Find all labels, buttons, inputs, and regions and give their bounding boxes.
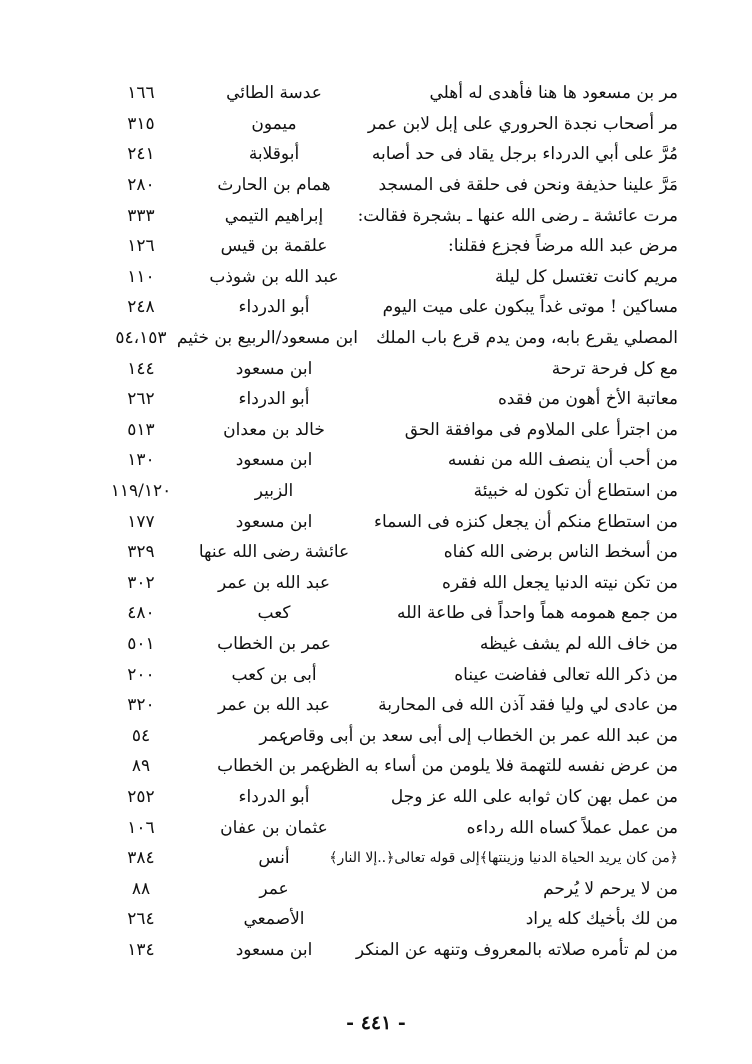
- page-reference: ٢٤١: [127, 144, 155, 165]
- table-row: [92, 873, 678, 904]
- saying-text: من أسخط الناس برضى الله كفاه: [443, 542, 678, 563]
- page-reference: ٣٣٣: [127, 205, 155, 226]
- page-reference: ١٦٦: [127, 83, 155, 104]
- narrator-name: عمر بن الخطاب: [217, 756, 331, 777]
- narrator-name: إبراهيم التيمي: [224, 205, 324, 226]
- saying-text: مَرَّ علينا حذيفة ونحن فى حلقة فى المسجد: [378, 175, 678, 196]
- page-reference: ١٠٦: [127, 817, 155, 838]
- page-reference: ٤٨٠: [127, 603, 155, 624]
- table-row: [92, 200, 678, 231]
- narrator-name: ابن مسعود: [235, 939, 313, 960]
- table-row: [92, 262, 678, 293]
- page-reference: ١١٩/١٢٠: [110, 481, 172, 502]
- table-row: [92, 537, 678, 568]
- page-reference: ٢٥٢: [127, 786, 155, 807]
- saying-text: معاتبة الأخ أهون من فقده: [497, 389, 678, 410]
- narrator-name: أبو الدرداء: [238, 389, 310, 410]
- narrator-name: همام بن الحارث: [217, 175, 331, 196]
- saying-text: من أحب أن ينصف الله من نفسه: [447, 450, 678, 471]
- saying-text: مر بن مسعود ها هنا فأهدى له أهلي: [429, 83, 678, 104]
- narrator-name: أبى بن كعب: [231, 664, 317, 685]
- narrator-name: ميمون: [251, 113, 297, 134]
- page-reference: ١١٠: [127, 266, 155, 287]
- narrator-name: عبد الله بن شوذب: [209, 266, 339, 287]
- table-row: [92, 629, 678, 660]
- narrator-name: عدسة الطائي: [226, 83, 322, 104]
- page-reference: ٥٤: [131, 725, 151, 746]
- narrator-name: أبو الدرداء: [238, 786, 310, 807]
- narrator-name: علقمة بن قيس: [220, 236, 328, 257]
- page-reference: ٣٨٤: [127, 848, 155, 869]
- page-reference: ٣١٥: [127, 113, 155, 134]
- saying-text: من عادى لي وليا فقد آذن الله فى المحاربة: [378, 695, 678, 716]
- saying-text: مرض عبد الله مرضاً فجزع فقلنا:: [447, 236, 678, 257]
- narrator-name: عمر: [259, 878, 289, 899]
- saying-text: من جمع همومه هماً واحداً فى طاعة الله: [396, 603, 678, 624]
- table-row: [92, 384, 678, 415]
- narrator-name: عثمان بن عفان: [220, 817, 328, 838]
- table-row: [92, 139, 678, 170]
- table-row: [92, 506, 678, 537]
- saying-text: مُرَّ على أبي الدرداء برجل يقاد فى حد أصابه: [371, 144, 678, 165]
- table-row: [92, 170, 678, 201]
- saying-text: من عمل عملاً كساه الله رداءه: [466, 817, 678, 838]
- saying-text: من لك بأخيك كله يراد: [525, 909, 678, 930]
- page-reference: ١٤٤: [127, 358, 155, 379]
- narrator-name: خالد بن معدان: [223, 419, 325, 440]
- page-reference: ١٧٧: [127, 511, 155, 532]
- page-reference: ٢٨٠: [127, 175, 155, 196]
- narrator-name: الأصمعي: [243, 909, 305, 930]
- table-row: [92, 843, 678, 874]
- narrator-name: أبو الدرداء: [238, 297, 310, 318]
- table-row: [92, 720, 678, 751]
- saying-text: من استطاع منكم أن يجعل كنزه فى السماء: [373, 511, 678, 532]
- saying-text: من ذكر الله تعالى ففاضت عيناه: [454, 664, 678, 685]
- table-row: [92, 812, 678, 843]
- page-reference: ٢٤٨: [127, 297, 155, 318]
- page-reference: ٥١٣: [127, 419, 155, 440]
- saying-text: من عبد الله عمر بن الخطاب إلى أبى سعد بن أبى وقاص: [282, 725, 678, 746]
- narrator-name: عمر بن الخطاب: [217, 633, 331, 654]
- saying-text: من خاف الله لم يشف غيظه: [479, 633, 678, 654]
- narrator-name: الزبير: [254, 481, 294, 502]
- saying-text: من تكن نيته الدنيا يجعل الله فقره: [442, 572, 678, 593]
- table-row: [92, 659, 678, 690]
- page-number: - ٤٤١ -: [346, 1012, 406, 1034]
- narrator-name: كعب: [257, 603, 291, 624]
- table-row: [92, 109, 678, 140]
- narrator-name: عبد الله بن عمر: [217, 695, 331, 716]
- saying-text: من عمل بهن كان ثوابه على الله عز وجل: [390, 786, 678, 807]
- saying-text: مر أصحاب نجدة الحروري على إبل لابن عمر: [367, 113, 678, 134]
- page-reference: ٢٠٠: [127, 664, 155, 685]
- table-row: [92, 568, 678, 599]
- page-reference: ٨٨: [131, 878, 151, 899]
- table-row: [92, 292, 678, 323]
- narrator-name: ابن مسعود: [235, 450, 313, 471]
- saying-text: من عرض نفسه للتهمة فلا يلومن من أساء به الظن: [322, 756, 678, 777]
- page-reference: ٣٢٠: [127, 695, 155, 716]
- table-row: [92, 690, 678, 721]
- table-row: [92, 935, 678, 966]
- narrator-name: ابن مسعود: [235, 358, 313, 379]
- table-row: [92, 231, 678, 262]
- saying-text: من اجترأ على الملاوم فى موافقة الحق: [404, 419, 678, 440]
- narrator-name: أبوقلابة: [248, 144, 300, 165]
- saying-text: من لم تأمره صلاته بالمعروف وتنهه عن المنكر: [355, 939, 678, 960]
- saying-text: من لا يرحم لا يُرحم: [543, 878, 678, 899]
- table-row: [92, 415, 678, 446]
- page-reference: ١٣٤: [127, 939, 155, 960]
- page-reference: ٥٠١: [127, 633, 155, 654]
- saying-text: ﴿من كان يريد الحياة الدنيا وزينتها﴾إلى قوله تعالى﴿..إلا النار﴾: [329, 850, 678, 867]
- table-row: [92, 904, 678, 935]
- table-row: [92, 445, 678, 476]
- sayings-index-table: [92, 78, 678, 965]
- narrator-name: ابن مسعود: [235, 511, 313, 532]
- table-row: [92, 323, 678, 354]
- saying-text: المصلي يقرع بابه، ومن يدم قرع باب الملك: [376, 328, 678, 349]
- page-reference: ٢٦٢: [127, 389, 155, 410]
- narrator-name: عبد الله بن عمر: [217, 572, 331, 593]
- page-reference: ١٣٠: [127, 450, 155, 471]
- saying-text: مريم كانت تغتسل كل ليلة: [495, 266, 678, 287]
- narrator-name: أنس: [258, 848, 290, 869]
- page-reference: ٨٩: [131, 756, 151, 777]
- narrator-name: عائشة رضى الله عنها: [198, 542, 350, 563]
- table-row: [92, 78, 678, 109]
- page-reference: ٣٢٩: [127, 542, 155, 563]
- table-row: [92, 476, 678, 507]
- saying-text: مرت عائشة ـ رضى الله عنها ـ بشجرة فقالت:: [357, 205, 678, 226]
- table-row: [92, 353, 678, 384]
- page-reference: ٢٦٤: [127, 909, 155, 930]
- narrator-name: عمر: [259, 725, 289, 746]
- table-row: [92, 782, 678, 813]
- page-reference: ٣٠٢: [127, 572, 155, 593]
- saying-text: من استطاع أن تكون له خبيئة: [473, 481, 678, 502]
- saying-text: مساكين ! موتى غداً يبكون على ميت اليوم: [382, 297, 678, 318]
- page-reference: ١٢٦: [127, 236, 155, 257]
- table-row: [92, 598, 678, 629]
- narrator-name: ابن مسعود/الربيع بن خثيم: [176, 328, 358, 349]
- page-reference: ٥٤،١٥٣: [115, 328, 167, 349]
- saying-text: مع كل فرحة ترحة: [551, 358, 678, 379]
- table-row: [92, 751, 678, 782]
